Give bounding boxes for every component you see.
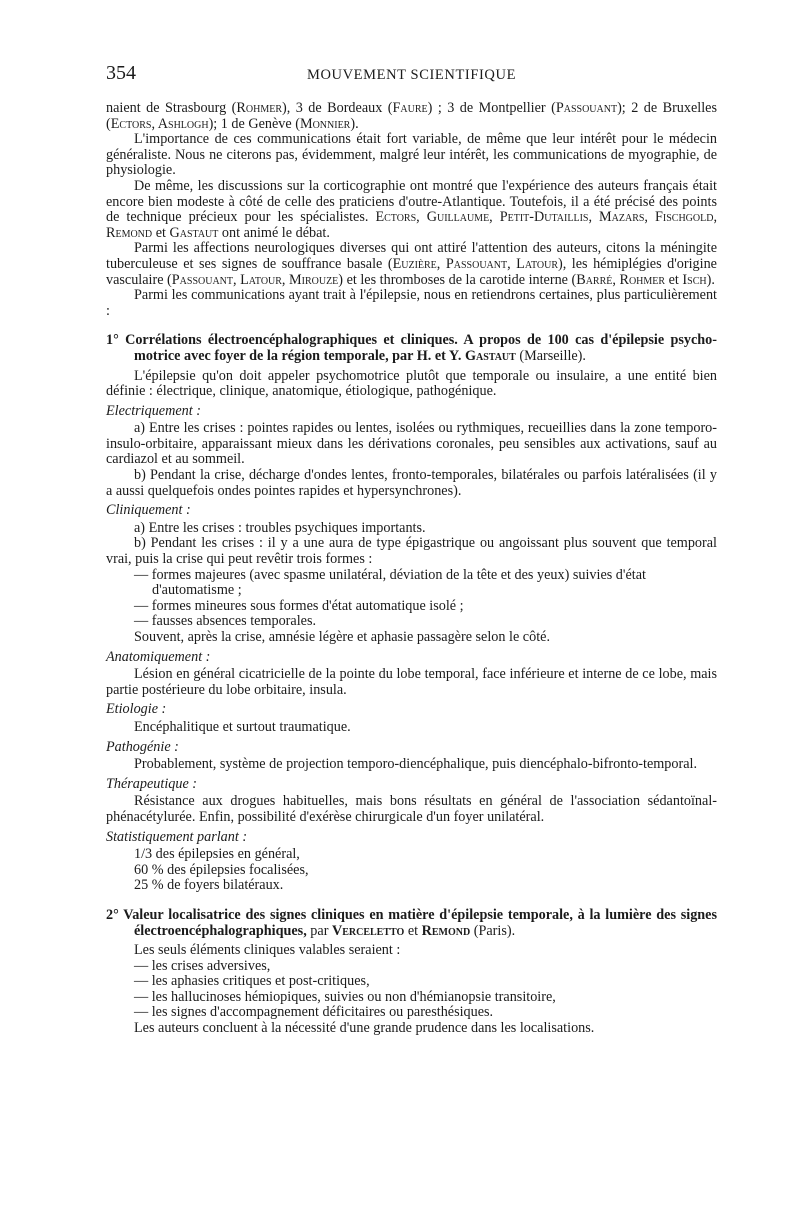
author-name: Passouant [555, 100, 618, 116]
text-run: et [665, 271, 683, 288]
intro-paragraph-2: L'importance de ces communications était fort variable, de même que leur intérêt pour le médecin généraliste. Nous ne citerons pas, évidemment, malgré leur intérêt, les communications de myographie, de physiologie. [106, 131, 717, 179]
section-2-conclusion: Les auteurs concluent à la nécessité d'une grande prudence dans les localisations. [134, 1020, 595, 1037]
therapeutique-text: Résistance aux drogues habituelles, mais bons résultats en général de l'association sédantoïnal-phénacétylurée. Enfin, possibilité d'exérèse chirurgicale d'un foyer unilatéral. [106, 793, 717, 825]
author-name: Ectors, Guillaume, Petit-Dutaillis, Mazars, Fischgold, Remond [106, 209, 717, 241]
page-number: 354 [106, 62, 136, 84]
heading-byline: (Paris). [470, 922, 516, 939]
heading-byline: et [404, 922, 422, 939]
subheading-anatomiquement: Anatomiquement : [106, 648, 211, 665]
text-run: ); 2 de Bruxelles ( [106, 100, 717, 132]
article-body [106, 101, 717, 1037]
text-run: Parmi les affections neurologiques diverses qui ont attiré l'attention des auteurs, citons la méningite tuberculeuse et ses signes de souffrance basale ( [106, 240, 717, 272]
author-name: Gastaut [169, 224, 219, 241]
author-name: Monnier [299, 115, 351, 132]
text-run: ont animé le débat. [218, 224, 330, 241]
statistic-line: 1/3 des épilepsies en général, [134, 846, 300, 863]
clinical-sign-item: — les crises adversives, [134, 957, 271, 974]
crisis-form-item: — formes mineures sous formes d'état automatique isolé ; [134, 597, 464, 614]
text-run: ), les hémiplégies d'origine vasculaire ( [106, 255, 717, 288]
subheading-cliniquement: Cliniquement : [106, 502, 191, 519]
heading-byline: par [306, 922, 332, 939]
subheading-electriquement: Electriquement : [106, 402, 201, 419]
author-name: Isch [682, 271, 707, 288]
author-name: Barré, Rohmer [576, 271, 666, 288]
cliniquement-a: a) Entre les crises : troubles psychiques importants. [134, 519, 426, 536]
section-1-intro: L'épilepsie qu'on doit appeler psychomotrice plutôt que temporale ou insulaire, a une entité bien définie : électrique, clinique, anatomique, étiologique, pathogénique. [106, 367, 717, 400]
section-2-heading [106, 908, 717, 939]
clinical-sign-item: — les hallucinoses hémiopiques, suivies ou non d'hémianopsie transitoire, [134, 988, 556, 1005]
electriquement-a: a) Entre les crises : pointes rapides ou lentes, isolées ou rythmiques, recueillies dans la zone temporo-insulo-orbitaire, apparaissant mieux dans les dérivations coronales, peu sensibles aux activations, sauf au cardiazol et au sommeil. [106, 420, 717, 468]
heading-text: 2° Valeur localisatrice des signes cliniques en matière d'épilepsie temporale, à la lumière des signes électroencéphalographiques, [106, 906, 717, 939]
subheading-pathogenie: Pathogénie : [106, 738, 179, 755]
text-run: et [152, 224, 170, 241]
subheading-statistique: Statistiquement parlant : [106, 828, 248, 845]
author-name: Passouant, Latour, Mirouze [171, 271, 339, 288]
anatomiquement-text: Lésion en général cicatricielle de la pointe du lobe temporal, face inférieure et interne de ce lobe, mais partie postérieure du lobe orbitaire, insula. [106, 666, 717, 698]
intro-paragraph-5: Parmi les communications ayant trait à l'épilepsie, nous en retiendrons certaines, plus particulièrement : [106, 287, 717, 319]
cliniquement-b: b) Pendant les crises : il y a une aura de type épigastrique ou angoissant plus souvent que temporal vrai, puis la crise qui peut revêtir trois formes : [106, 535, 717, 568]
statistic-line: 25 % de foyers bilatéraux. [134, 877, 284, 894]
intro-paragraph-4 [106, 241, 717, 288]
author-name: Ectors, Ashlogh [110, 115, 209, 132]
clinical-sign-item: — les signes d'accompagnement déficitaires ou paresthésiques. [134, 1004, 494, 1021]
subheading-etiologie: Etiologie : [106, 701, 167, 718]
text-run: De même, les discussions sur la corticographie ont montré que l'expérience des auteurs français était encore bien modeste à côté de celle des praticiens d'outre-Atlantique. Toutefois, il a été précisé des points de technique précieux pour les spécialistes. [106, 177, 717, 226]
etiologie-text: Encéphalitique et surtout traumatique. [134, 718, 351, 735]
clinical-sign-item: — les aphasies critiques et post-critiques, [134, 973, 370, 990]
section-2-intro: Les seuls éléments cliniques valables seraient : [134, 942, 401, 959]
author-name: Euzière, Passouant, Latour [392, 255, 558, 272]
subheading-therapeutique: Thérapeutique : [106, 775, 198, 792]
electriquement-b: b) Pendant la crise, décharge d'ondes lentes, fronto-temporales, bilatérales ou parfois latéralisées (il y a aussi quelquefois ondes pointes rapides et hypersynchrones). [106, 467, 717, 499]
author-name: Remond [421, 922, 471, 939]
running-title: MOUVEMENT SCIENTIFIQUE [306, 67, 517, 83]
heading-text: 1° Corrélations électroencéphalographiques et cliniques. A propos de 100 cas d'épilepsie psycho-motrice avec foyer de la région temporale, par H. et Y. [106, 332, 717, 364]
crisis-form-item: — fausses absences temporales. [134, 613, 317, 630]
cliniquement-after: Souvent, après la crise, amnésie légère et aphasie passagère selon le côté. [134, 629, 550, 645]
text-run: ). [706, 271, 715, 288]
author-name: Faure [392, 100, 428, 116]
text-run: ) ; 3 de Montpellier ( [427, 100, 556, 116]
text-run: naient de Strasbourg ( [106, 100, 237, 116]
statistic-line: 60 % des épilepsies focalisées, [134, 861, 309, 878]
author-name: Verceletto [331, 922, 405, 939]
page-header [106, 62, 717, 88]
text-run: ); 1 de Genève ( [208, 115, 300, 132]
intro-paragraph-1 [106, 101, 717, 132]
text-run: ) et les thromboses de la carotide interne ( [338, 271, 577, 288]
crisis-form-item: — formes majeures (avec spasme unilatéral, déviation de la tête et des yeux) suivies d'état d'automatisme ; [134, 566, 646, 599]
pathogenie-text: Probablement, système de projection temporo-diencéphalique, puis diencéphalo-bifronto-temporal. [134, 756, 697, 773]
text-run: ). [350, 115, 359, 132]
intro-paragraph-3 [106, 179, 717, 241]
author-name: Rohmer [236, 100, 282, 116]
text-run: ), 3 de Bordeaux ( [281, 100, 393, 116]
heading-byline: (Marseille). [515, 347, 586, 364]
section-1-heading [106, 333, 717, 364]
author-name: Gastaut [464, 347, 516, 364]
